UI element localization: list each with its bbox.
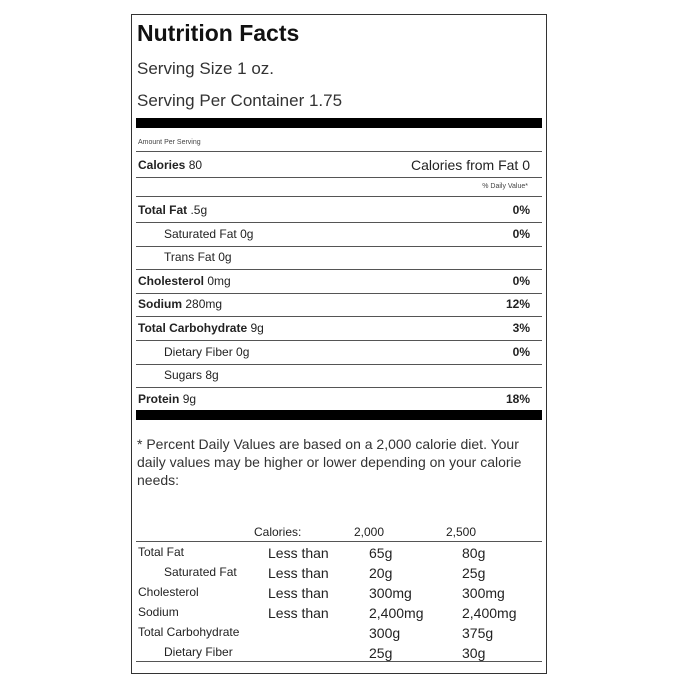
nutrient-row xyxy=(136,269,542,293)
serving-size: Serving Size 1 oz. xyxy=(137,59,275,78)
reference-value-2500: 300mg xyxy=(462,585,505,601)
nutrient-daily-value: 0% xyxy=(512,345,530,359)
nutrient-daily-value: 0% xyxy=(512,227,530,241)
nutrient-daily-value: 0% xyxy=(512,274,530,288)
reference-qualifier: Less than xyxy=(268,585,329,601)
nutrient-row xyxy=(136,316,542,340)
thick-divider xyxy=(136,410,542,420)
reference-value-2500: 2,400mg xyxy=(462,605,517,621)
nutrient-amount: 8g xyxy=(205,368,219,382)
calories-row xyxy=(136,153,542,177)
divider xyxy=(136,196,542,197)
calories-from-fat-label: Calories from Fat xyxy=(410,157,519,173)
divider xyxy=(136,177,542,178)
label-title: Nutrition Facts xyxy=(137,20,300,46)
calories-from-fat-value: 0 xyxy=(522,157,530,173)
reference-nutrient: Total Fat xyxy=(138,545,185,559)
nutrient-row xyxy=(136,292,542,316)
nutrient-daily-value: 18% xyxy=(505,392,530,406)
nutrient-amount: 280mg xyxy=(185,297,223,311)
nutrient-row xyxy=(136,198,542,222)
reference-header xyxy=(136,525,542,541)
reference-value-2000: 300mg xyxy=(369,585,412,601)
reference-value-2500: 80g xyxy=(462,545,486,561)
nutrient-name: Protein xyxy=(138,392,180,406)
nutrient-name: Cholesterol xyxy=(138,274,205,288)
divider xyxy=(136,661,542,662)
reference-qualifier: Less than xyxy=(268,565,329,581)
reference-value-2500: 30g xyxy=(462,645,486,661)
reference-header-2000: 2,000 xyxy=(354,525,385,539)
reference-nutrient: Dietary Fiber xyxy=(164,645,233,659)
nutrient-amount: .5g xyxy=(190,203,208,217)
reference-value-2000: 300g xyxy=(369,625,401,641)
nutrient-amount: 9g xyxy=(250,321,264,335)
servings-per-container: Serving Per Container 1.75 xyxy=(137,91,343,110)
nutrient-name: Trans Fat xyxy=(164,250,215,264)
nutrient-amount: 0g xyxy=(240,227,254,241)
reference-value-2500: 25g xyxy=(462,565,486,581)
reference-row xyxy=(136,585,542,603)
nutrient-name: Dietary Fiber xyxy=(164,345,233,359)
nutrient-row xyxy=(136,387,542,411)
reference-nutrient: Saturated Fat xyxy=(164,565,237,579)
nutrition-label xyxy=(131,14,547,674)
reference-row xyxy=(136,565,542,583)
reference-header-2500: 2,500 xyxy=(446,525,477,539)
reference-row xyxy=(136,545,542,563)
nutrient-name: Total Carbohydrate xyxy=(138,321,248,335)
nutrient-name: Saturated Fat xyxy=(164,227,237,241)
divider xyxy=(136,151,542,152)
nutrient-row xyxy=(136,245,542,269)
reference-qualifier: Less than xyxy=(268,605,329,621)
nutrient-name: Sugars xyxy=(164,368,203,382)
footnote: * Percent Daily Values are based on a 2,000 calorie diet. Your daily values may be higher or lower depending on your calorie needs: xyxy=(137,436,522,488)
nutrient-daily-value: 3% xyxy=(512,321,530,335)
nutrient-name: Sodium xyxy=(138,297,182,311)
reference-row xyxy=(136,605,542,623)
divider xyxy=(136,541,542,542)
nutrient-row xyxy=(136,363,542,387)
reference-row xyxy=(136,625,542,643)
nutrient-amount: 0g xyxy=(236,345,250,359)
reference-value-2000: 2,400mg xyxy=(369,605,424,621)
nutrient-row xyxy=(136,222,542,246)
nutrient-amount: 9g xyxy=(182,392,197,406)
reference-header-calories: Calories: xyxy=(254,525,302,539)
reference-nutrient: Sodium xyxy=(138,605,179,619)
reference-value-2000: 20g xyxy=(369,565,393,581)
thick-divider xyxy=(136,118,542,128)
reference-value-2000: 65g xyxy=(369,545,393,561)
nutrient-daily-value: 12% xyxy=(505,297,530,311)
nutrient-name: Total Fat xyxy=(138,203,188,217)
daily-value-header: % Daily Value* xyxy=(482,183,528,190)
reference-nutrient: Cholesterol xyxy=(138,585,199,599)
nutrient-amount: 0g xyxy=(218,250,232,264)
reference-nutrient: Total Carbohydrate xyxy=(138,625,240,639)
calories-label: Calories xyxy=(138,158,186,172)
reference-qualifier: Less than xyxy=(268,545,329,561)
reference-value-2000: 25g xyxy=(369,645,393,661)
calories-value: 80 xyxy=(188,158,203,172)
nutrient-row xyxy=(136,340,542,364)
reference-value-2500: 375g xyxy=(462,625,494,641)
nutrient-daily-value: 0% xyxy=(512,203,530,217)
nutrient-amount: 0mg xyxy=(207,274,231,288)
amount-per-serving: Amount Per Serving xyxy=(138,139,201,146)
